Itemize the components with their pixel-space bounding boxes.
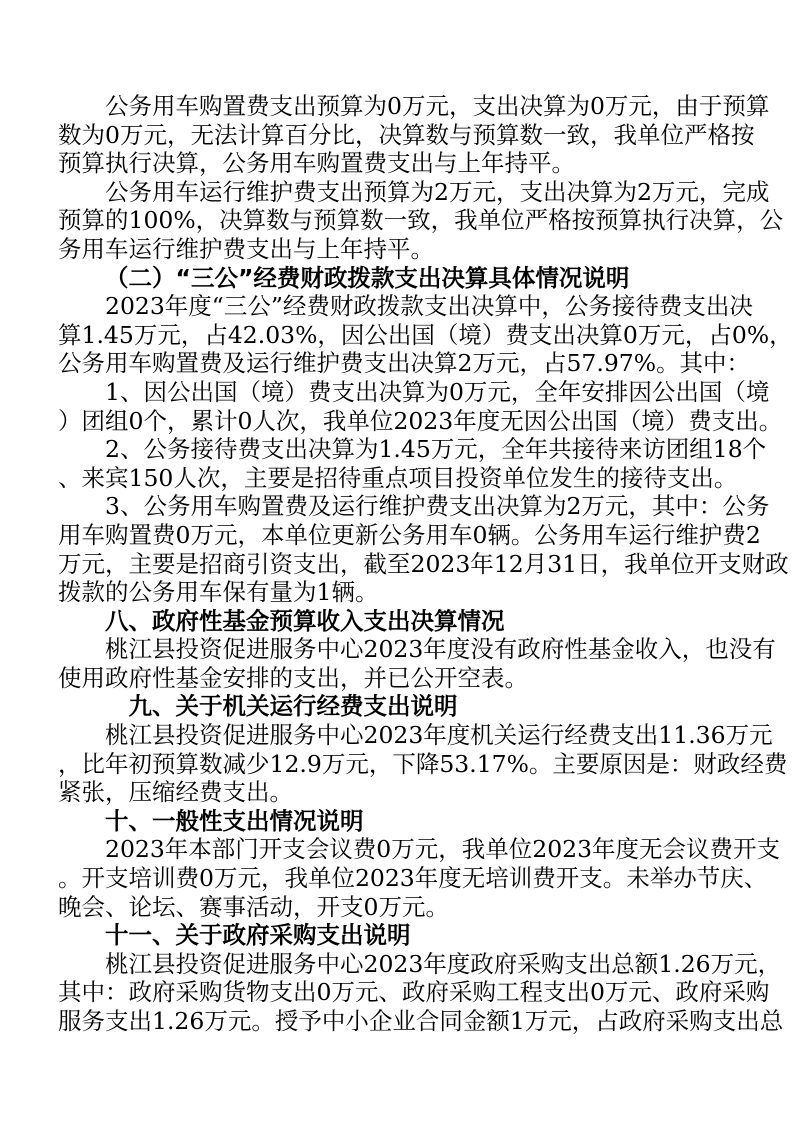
body-text-line: 使用政府性基金安排的支出，并已公开空表。 xyxy=(58,663,528,692)
section-heading-line: 十一、关于政府采购支出说明 xyxy=(105,921,411,950)
body-text-line: 其中：政府采购货物支出0万元、政府采购工程支出0万元、政府采购 xyxy=(58,978,770,1007)
section-heading-line: 九、关于机关运行经费支出说明 xyxy=(105,692,458,721)
heading-8 xyxy=(58,607,795,636)
body-text-line: 、来宾150人次，主要是招待重点项目投资单位发生的接待支出。 xyxy=(58,463,738,492)
section-heading-line: 十、一般性支出情况说明 xyxy=(105,806,364,835)
body-text-line: 算1.45万元，占42.03%，因公出国（境）费支出决算0万元，占0%， xyxy=(58,320,793,349)
heading-14 xyxy=(58,921,795,950)
paragraph-7 xyxy=(58,492,795,606)
paragraph-1 xyxy=(58,92,795,178)
paragraph-2 xyxy=(58,178,795,264)
body-text-line: ，比年初预算数减少12.9万元，下降53.17%。主要原因是：财政经费 xyxy=(58,749,788,778)
paragraph-15 xyxy=(58,950,795,1036)
body-text-line: 紧张，压缩经费支出。 xyxy=(58,778,293,807)
body-text-line: ）团组0个，累计0人次，我单位2023年度无因公出国（境）费支出。 xyxy=(58,406,783,435)
body-text-line: 1、因公出国（境）费支出决算为0万元，全年安排因公出国（境 xyxy=(105,377,770,406)
body-text-line: 桃江县投资促进服务中心2023年度没有政府性基金收入，也没有 xyxy=(105,635,776,664)
body-text-line: 万元，主要是招商引资支出，截至2023年12月31日，我单位开支财政 xyxy=(58,549,789,578)
body-text-line: 服务支出1.26万元。授予中小企业合同金额1万元，占政府采购支出总 xyxy=(58,1007,784,1035)
body-text-line: 。开支培训费0万元，我单位2023年度无培训费开支。未举办节庆、 xyxy=(58,864,768,893)
heading-12 xyxy=(58,807,795,836)
paragraph-11 xyxy=(58,721,795,807)
body-text-line: 桃江县投资促进服务中心2023年度政府采购支出总额1.26万元， xyxy=(105,949,782,978)
heading-10 xyxy=(58,692,795,721)
body-text-line: 2023年本部门开支会议费0万元，我单位2023年度无会议费开支 xyxy=(105,835,781,864)
body-text-line: 务用车运行维护费支出与上年持平。 xyxy=(58,234,434,263)
body-text-line: 桃江县投资促进服务中心2023年度机关运行经费支出11.36万元 xyxy=(105,721,773,750)
body-text-line: 2、公务接待费支出决算为1.45万元，全年共接待来访团组18个 xyxy=(105,435,767,464)
body-text-line: 3、公务用车购置费及运行维护费支出决算为2万元，其中：公务 xyxy=(105,492,770,521)
heading-3 xyxy=(58,264,795,293)
body-text-line: 数为0万元，无法计算百分比，决算数与预算数一致，我单位严格按 xyxy=(58,120,755,149)
body-text-line: 拨款的公务用车保有量为1辆。 xyxy=(58,578,379,607)
body-text-line: 公务用车运行维护费支出预算为2万元，支出决算为2万元，完成 xyxy=(105,177,770,206)
body-text-line: 预算执行决算，公务用车购置费支出与上年持平。 xyxy=(58,149,575,178)
body-text-line: 晚会、论坛、赛事活动，开支0万元。 xyxy=(58,892,449,921)
paragraph-9 xyxy=(58,635,795,692)
body-text-line: 2023年度“三公”经费财政拨款支出决算中，公务接待费支出决 xyxy=(105,292,753,321)
body-text-line: 预算的100%，决算数与预算数一致，我单位严格按预算执行决算，公 xyxy=(58,206,784,235)
body-text-line: 用车购置费0万元，本单位更新公务用车0辆。公务用车运行维护费2 xyxy=(58,520,761,549)
section-heading-line: （二）“三公”经费财政拨款支出决算具体情况说明 xyxy=(105,263,630,292)
body-text-line: 公务用车购置费及运行维护费支出决算2万元，占57.97%。其中： xyxy=(58,349,751,378)
paragraph-4 xyxy=(58,292,795,378)
paragraph-5 xyxy=(58,378,795,435)
body-text-line: 公务用车购置费支出预算为0万元，支出决算为0万元，由于预算 xyxy=(105,92,770,120)
paragraph-13 xyxy=(58,835,795,921)
paragraph-6 xyxy=(58,435,795,492)
section-heading-line: 八、政府性基金预算收入支出决算情况 xyxy=(105,606,505,635)
